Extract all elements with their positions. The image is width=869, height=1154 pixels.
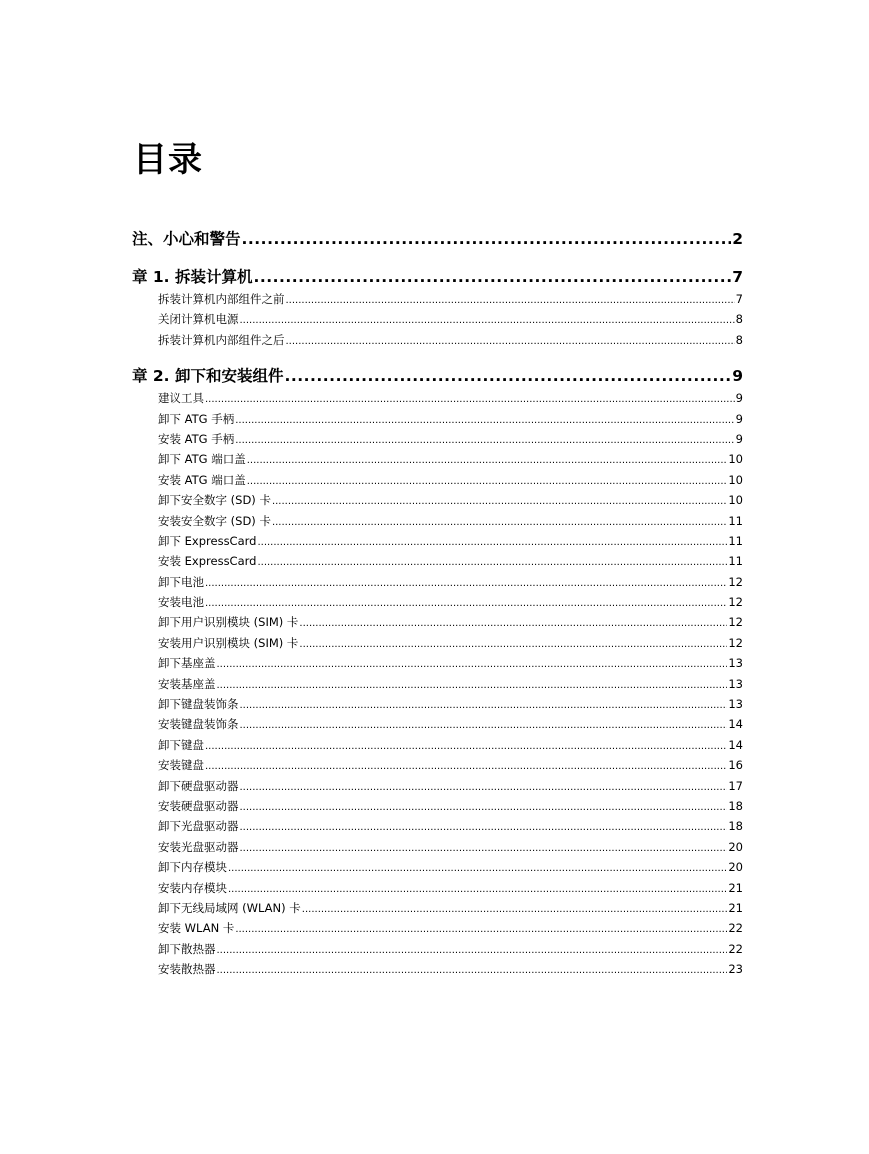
toc-item-page: 22 [728,921,743,936]
toc-leader-dots [217,653,728,675]
toc-item-page: 9 [735,411,743,426]
toc-item-label: 安装 ExpressCard [158,554,257,569]
toc-item-entry[interactable] [132,470,743,490]
toc-item-entry[interactable] [132,490,743,510]
toc-item-entry[interactable] [132,409,743,429]
toc-leader-dots [272,490,727,512]
toc-item-entry[interactable] [132,330,743,350]
toc-leader-dots [302,898,728,920]
toc-item-entry[interactable] [132,551,743,571]
toc-item-page: 11 [728,513,743,528]
toc-item-entry[interactable] [132,959,743,979]
section-spacer [132,350,743,365]
toc-item-page: 11 [728,554,743,569]
toc-leader-dots [235,429,734,451]
toc-item-label: 安装用户识别模块 (SIM) 卡 [158,635,299,650]
toc-item-label: 卸下硬盘驱动器 [158,778,239,793]
toc-leader-dots [205,572,727,594]
toc-item-page: 12 [728,574,743,589]
toc-item-label: 安装内存模块 [158,880,227,895]
toc-leader-dots [284,365,731,388]
toc-item-entry[interactable] [132,612,743,632]
toc-leader-dots [240,714,728,736]
toc-leader-dots [299,612,727,634]
toc-section-label: 章 2. 卸下和安装组件 [132,367,284,386]
toc-item-label: 卸下 ATG 手柄 [158,411,235,426]
toc-item-page: 14 [728,737,743,752]
toc-item-page: 21 [728,880,743,895]
toc-leader-dots [240,796,728,818]
toc-item-entry[interactable] [132,674,743,694]
toc-section-label: 注、小心和警告 [132,230,241,248]
toc-item-page: 22 [728,941,743,956]
toc-item-label: 安装安全数字 (SD) 卡 [158,513,271,528]
toc-item-label: 安装电池 [158,595,204,610]
toc-leader-dots [257,551,727,573]
toc-item-label: 安装键盘装饰条 [158,717,239,732]
toc-item-page: 8 [735,312,743,327]
section-spacer [132,251,743,266]
toc-leader-dots [257,531,727,553]
toc-item-label: 卸下 ATG 端口盖 [158,452,246,467]
toc-item-label: 安装硬盘驱动器 [158,798,239,813]
toc-item-entry[interactable] [132,429,743,449]
toc-item-entry[interactable] [132,309,743,329]
toc-item-label: 安装基座盖 [158,676,216,691]
toc-section-entry[interactable] [132,266,743,289]
toc-section-entry[interactable] [132,228,743,251]
toc-item-page: 18 [728,819,743,834]
toc-item-page: 13 [728,656,743,671]
toc-item-entry[interactable] [132,755,743,775]
toc-item-entry[interactable] [132,816,743,836]
toc-leader-dots [240,776,728,798]
toc-item-entry[interactable] [132,388,743,408]
toc-item-page: 12 [728,635,743,650]
toc-leader-dots [228,878,727,900]
toc-leader-dots [228,857,727,879]
toc-item-page: 21 [728,900,743,915]
toc-item-page: 12 [728,615,743,630]
toc-leader-dots [205,592,727,614]
toc-leader-dots [240,309,735,331]
toc-item-label: 安装键盘 [158,758,204,773]
toc-item-label: 安装散热器 [158,962,216,977]
toc-item-label: 拆装计算机内部组件之后 [158,332,285,347]
toc-item-entry[interactable] [132,857,743,877]
toc-leader-dots [217,674,728,696]
toc-item-label: 拆装计算机内部组件之前 [158,292,285,306]
toc-item-page: 8 [735,332,743,347]
toc-item-label: 安装 ATG 手柄 [158,431,235,446]
toc-item-entry[interactable] [132,878,743,898]
toc-item-label: 卸下安全数字 (SD) 卡 [158,493,271,508]
toc-item-entry[interactable] [132,898,743,918]
toc-leader-dots [205,388,735,410]
toc-leader-dots [240,816,728,838]
toc-leader-dots [242,228,732,251]
toc-item-entry[interactable] [132,572,743,592]
toc-item-page: 18 [728,798,743,813]
toc-item-entry[interactable] [132,939,743,959]
toc-item-entry[interactable] [132,653,743,673]
toc-item-label: 卸下光盘驱动器 [158,819,239,834]
toc-item-label: 卸下键盘 [158,737,204,752]
toc-item-entry[interactable] [132,714,743,734]
toc-leader-dots [240,694,728,716]
toc-item-label: 关闭计算机电源 [158,312,239,327]
toc-item-page: 10 [728,452,743,467]
toc-item-entry[interactable] [132,796,743,816]
toc-item-label: 安装 ATG 端口盖 [158,472,246,487]
toc-item-page: 16 [728,758,743,773]
toc-leader-dots [286,330,735,352]
toc-item-page: 17 [728,778,743,793]
toc-leader-dots [205,735,727,757]
toc-item-entry[interactable] [132,592,743,612]
toc-item-entry[interactable] [132,918,743,938]
toc-item-page: 14 [728,717,743,732]
toc-leader-dots [205,755,727,777]
toc-item-label: 卸下电池 [158,574,204,589]
toc-item-page: 20 [728,839,743,854]
toc-item-label: 安装 WLAN 卡 [158,921,235,936]
toc-item-entry[interactable] [132,776,743,796]
toc-item-label: 卸下 ExpressCard [158,533,257,548]
page-title: 目录 [133,140,203,180]
toc-section-page: 2 [732,230,743,248]
toc-section-entry[interactable] [132,365,743,388]
toc-item-page: 13 [728,676,743,691]
toc-item-label: 卸下无线局域网 (WLAN) 卡 [158,900,301,915]
toc-item-page: 10 [728,472,743,487]
toc-leader-dots [247,449,728,471]
toc-item-label: 卸下散热器 [158,941,216,956]
toc-leader-dots [299,633,727,655]
toc-item-label: 建议工具 [158,391,204,406]
toc-item-label: 卸下内存模块 [158,860,227,875]
toc-item-page: 20 [728,860,743,875]
toc-item-label: 卸下基座盖 [158,656,216,671]
toc-item-label: 卸下键盘装饰条 [158,697,239,712]
toc-leader-dots [217,939,728,961]
toc-item-page: 9 [735,431,743,446]
toc-section-page: 7 [732,268,743,286]
toc-item-page: 11 [728,533,743,548]
toc-item-page: 12 [728,595,743,610]
toc-item-label: 卸下用户识别模块 (SIM) 卡 [158,615,299,630]
table-of-contents [132,228,743,980]
toc-item-label: 安装光盘驱动器 [158,839,239,854]
toc-leader-dots [253,266,731,289]
toc-item-page: 10 [728,493,743,508]
toc-leader-dots [235,918,727,940]
toc-item-entry[interactable] [132,735,743,755]
toc-item-entry[interactable] [132,449,743,469]
toc-leader-dots [272,511,727,533]
toc-leader-dots [217,959,728,981]
toc-item-entry[interactable] [132,633,743,653]
toc-section-page: 9 [732,367,743,386]
toc-item-entry[interactable] [132,837,743,857]
toc-leader-dots [247,470,728,492]
toc-item-page: 13 [728,697,743,712]
toc-item-entry[interactable] [132,511,743,531]
toc-item-entry[interactable] [132,531,743,551]
toc-leader-dots [286,289,735,311]
toc-item-page: 7 [735,292,743,306]
toc-item-entry[interactable] [132,289,743,309]
toc-leader-dots [240,837,728,859]
toc-item-page: 23 [728,962,743,977]
toc-leader-dots [235,409,734,431]
toc-section-label: 章 1. 拆装计算机 [132,268,253,286]
toc-item-page: 9 [735,391,743,406]
toc-item-entry[interactable] [132,694,743,714]
